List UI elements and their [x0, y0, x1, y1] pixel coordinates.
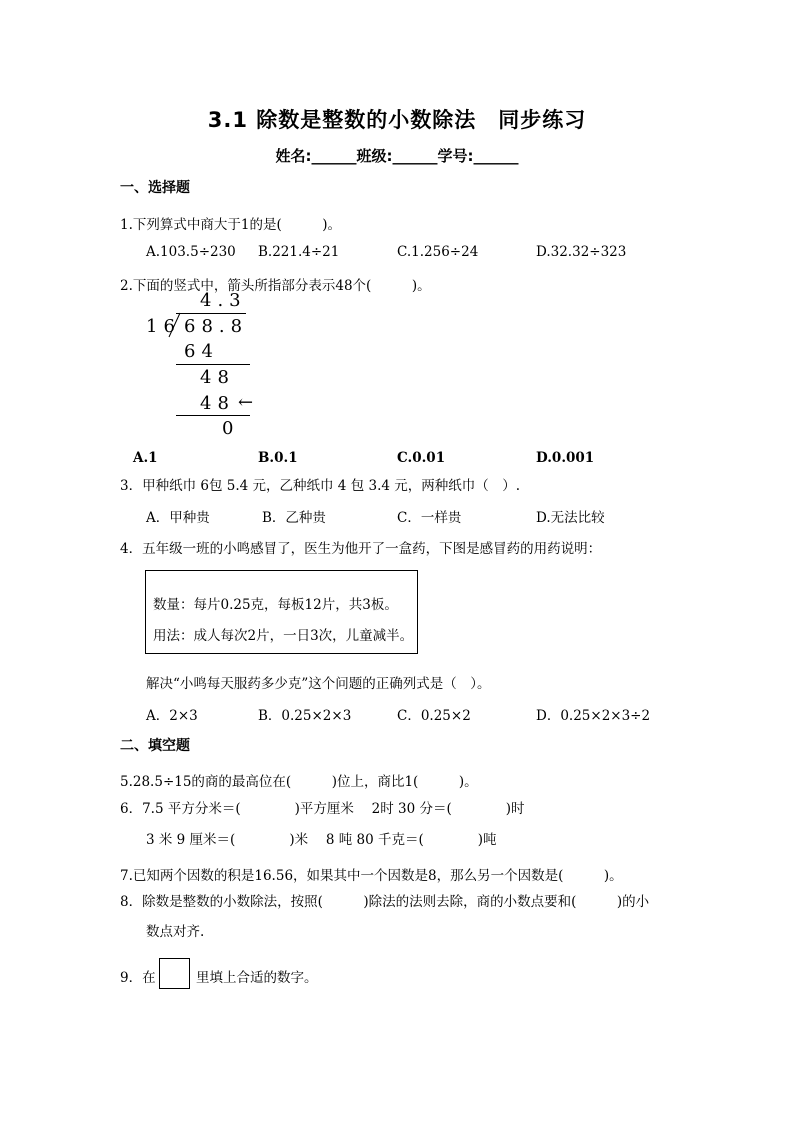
question-1: 1.下列算式中商大于1的是( )。: [120, 217, 342, 233]
q4-option-c: C．0.25×2: [397, 708, 471, 724]
question-2: 2.下面的竖式中，箭头所指部分表示48个( )。: [120, 278, 431, 294]
q2-option-b: B.0.1: [258, 450, 298, 466]
q1-option-d: D.32.32÷323: [536, 244, 627, 260]
q3-option-b: B．乙种贵: [262, 510, 326, 526]
division-divisor: 16: [146, 316, 181, 337]
question-4: 4．五年级一班的小鸣感冒了，医生为他开了一盒药，下图是感冒药的用药说明：: [120, 541, 602, 557]
division-step-3: 48: [200, 393, 235, 414]
section-heading-fill: 二、填空题: [120, 738, 190, 754]
q1-option-a: A.103.5÷230: [146, 244, 236, 260]
q2-option-d: D.0.001: [536, 450, 595, 466]
question-6-line-2: 3 米 9 厘米＝( )米 8 吨 80 千克＝( )吨: [146, 832, 497, 848]
division-line-2: [176, 415, 250, 416]
question-8-line-2: 数点对齐.: [146, 924, 205, 940]
instructions-quantity: 数量：每片0.25克，每板12片，共3板。: [153, 597, 398, 613]
question-9-suffix: 里填上合适的数字。: [196, 970, 318, 986]
division-step-1: 64: [184, 341, 219, 362]
division-remainder: 0: [222, 418, 240, 439]
division-line-1: [176, 364, 250, 365]
q4-option-a: A．2×3: [146, 708, 198, 724]
q4-option-d: D．0.25×2×3÷2: [536, 708, 651, 724]
question-9-prefix: 9．在: [120, 970, 156, 986]
q2-option-c: C.0.01: [397, 450, 446, 466]
division-bar: [176, 313, 246, 314]
question-8-line-1: 8．除数是整数的小数除法，按照( )除法的法则去除，商的小数点要和( )的小: [120, 894, 650, 910]
q2-option-a: A.1: [133, 450, 158, 466]
q4-option-b: B．0.25×2×3: [258, 708, 352, 724]
section-heading-choice: 一、选择题: [120, 180, 190, 196]
question-3: 3．甲种纸巾 6包 5.4 元，乙种纸巾 4 包 3.4 元，两种纸巾（ ）.: [120, 478, 521, 494]
instructions-usage: 用法：成人每次2片，一日3次，儿童减半。: [153, 628, 414, 644]
division-dividend: 68.8: [184, 316, 249, 337]
arrow-icon: ←: [238, 392, 254, 413]
division-step-2: 48: [200, 367, 235, 388]
q3-option-a: A．甲种贵: [146, 510, 210, 526]
q3-option-c: C．一样贵: [397, 510, 462, 526]
question-4-prompt: 解决“小鸣每天服药多少克”这个问题的正确列式是（ ）。: [146, 676, 491, 692]
q1-option-b: B.221.4÷21: [258, 244, 340, 260]
page-title: 3.1 除数是整数的小数除法 同步练习: [207, 108, 587, 132]
answer-square: [159, 958, 190, 989]
student-info-line: 姓名:______班级:______学号:______: [275, 147, 519, 165]
q1-option-c: C.1.256÷24: [397, 244, 479, 260]
question-6-line-1: 6．7.5 平方分米＝( )平方厘米 2时 30 分＝( )时: [120, 801, 525, 817]
division-quotient: 4.3: [200, 290, 247, 311]
question-5: 5.28.5÷15的商的最高位在( )位上，商比1( )。: [120, 774, 478, 790]
q3-option-d: D.无法比较: [536, 510, 605, 526]
question-7: 7.已知两个因数的积是16.56，如果其中一个因数是8，那么另一个因数是( )。: [120, 868, 623, 884]
